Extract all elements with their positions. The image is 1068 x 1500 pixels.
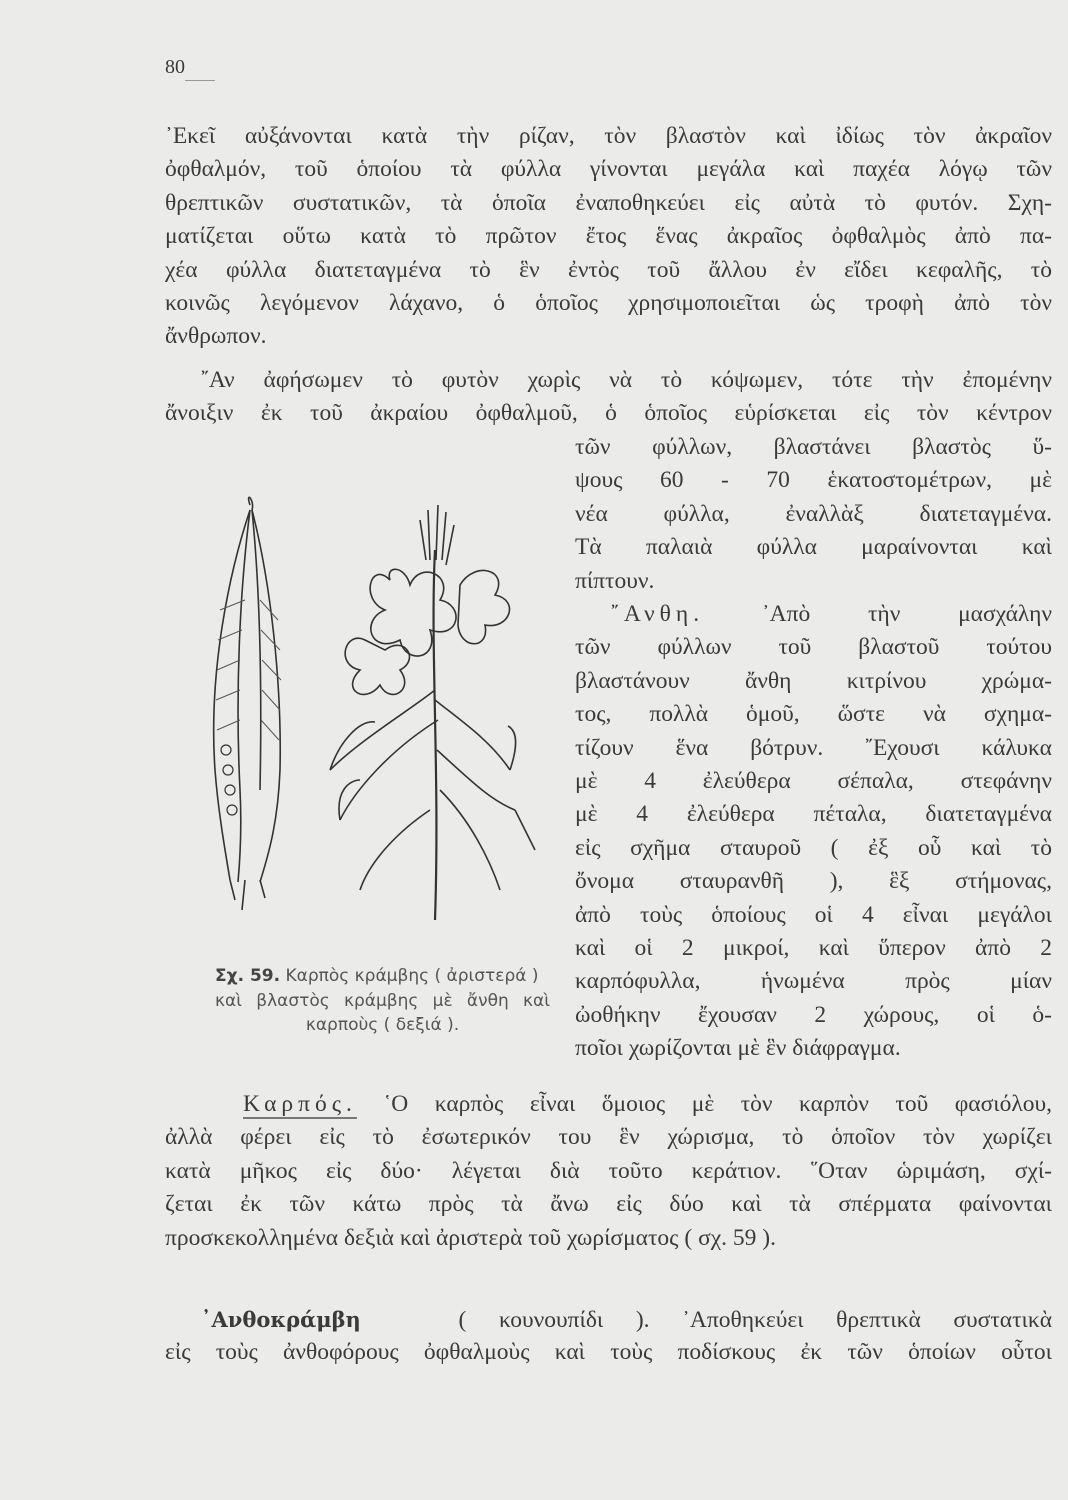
paragraph-cauliflower (165, 1303, 1052, 1370)
paragraph-line: καρπόφυλλα, ἡνωμένα πρὸς μίαν (575, 968, 1052, 995)
paragraph-line: ψους 60 - 70 ἑκατοστομέτρων, μὲ (575, 467, 1052, 494)
paragraph-flowers (575, 598, 1052, 1065)
line-text: ( κουνουπίδι ). ᾽Αποθηκεύει θρεπτικὰ συστατικὰ (458, 1307, 1053, 1333)
paragraph-line: ὠοθήκην ἔχουσαν 2 χώρους, οἱ ὁ- (575, 1001, 1052, 1028)
paragraph-line: τῶν φύλλων, βλαστάνει βλαστὸς ὕ- (575, 434, 1052, 460)
paragraph-line: προσκεκολλημένα δεξιὰ καὶ ἀριστερὰ τοῦ χωρίσματος ( σχ. 59 ). (165, 1224, 776, 1251)
paragraph-line (575, 598, 1052, 631)
paragraph-line: Τὰ παλαιὰ φύλλα μαραίνονται καὶ (575, 534, 1052, 561)
section-heading-cauliflower: ᾽Ανθοκράμβη (201, 1307, 361, 1332)
paragraph-line: ματίζεται οὕτω κατὰ τὸ πρῶτον ἔτος ἕνας ἀκραῖος ὀφθαλμὸς ἀπὸ πα- (165, 223, 1052, 250)
paragraph-line: ἄνθρωπον. (165, 323, 267, 350)
paragraph-line: ῎Αν ἀφήσωμεν τὸ φυτὸν χωρὶς νὰ τὸ κόψωμεν, τότε τὴν ἐπομένην (201, 367, 1052, 393)
paragraph-line: τῶν φύλλων τοῦ βλαστοῦ τούτου (575, 634, 1052, 661)
section-heading-fruit: Καρπός. (243, 1091, 357, 1117)
paragraph-line (165, 1088, 1052, 1121)
line-text: ᾽Απὸ τὴν μασχάλην (761, 601, 1052, 627)
caption-line: καρποὺς ( δεξιά ). (305, 1015, 460, 1035)
paragraph-cabbage-head (165, 120, 1052, 354)
paragraph-shoot-growth-continued (575, 431, 1052, 598)
page-number-rule (185, 80, 215, 81)
paragraph-line: χέα φύλλα διατεταγμένα τὸ ἓν ἐντὸς τοῦ ἄλλου ἐν εἴδει κεφαλῆς, τὸ (165, 256, 1052, 283)
paragraph-line: ζεται ἐκ τῶν κάτω πρὸς τὰ ἄνω εἰς δύο καὶ τὰ σπέρματα φαίνονται (165, 1191, 1052, 1218)
paragraph-line (165, 1303, 1052, 1336)
paragraph-line: ἀπὸ τοὺς ὁποίους οἱ 4 εἶναι μεγάλοι (575, 901, 1052, 928)
paragraph-line: ὀφθαλμόν, τοῦ ὁποίου τὰ φύλλα γίνονται μεγάλα καὶ παχέα λόγῳ τῶν (165, 156, 1052, 183)
paragraph-line: ἄνοιξιν ἐκ τοῦ ἀκραίου ὀφθαλμοῦ, ὁ ὁποῖος εὑρίσκεται εἰς τὸν κέντρον (165, 400, 1052, 427)
caption-line (215, 964, 550, 989)
paragraph-line: θρεπτικῶν συστατικῶν, τὰ ὁποῖα ἐναποθηκεύει εἰς αὐτὰ τὸ φυτόν. Σχη- (165, 189, 1052, 216)
paragraph-line: μὲ 4 ἐλεύθερα σέπαλα, στεφάνην (575, 767, 1052, 794)
line-text: ῾Ο καρπὸς εἶναι ὅμοιος μὲ τὸν καρπὸν τοῦ φασιόλου, (383, 1091, 1053, 1117)
paragraph-line: εἰς τοὺς ἀνθοφόρους ὀφθαλμοὺς καὶ τοὺς ποδίσκους ἐκ τῶν ὁποίων οὗτοι (165, 1339, 1052, 1366)
cabbage-pod-drawing (214, 497, 281, 910)
caption-line: καὶ βλαστὸς κράμβης μὲ ἄνθη καὶ (215, 990, 550, 1011)
caption-text: Καρπὸς κράμβης ( ἀριστερά ) (285, 966, 539, 986)
paragraph-line: μὲ 4 ἐλεύθερα πέταλα, διατεταγμένα (575, 801, 1052, 828)
page-number: 80 (165, 56, 185, 78)
paragraph-line: ᾽Εκεῖ αὐξάνονται κατὰ τὴν ρίζαν, τὸν βλαστὸν καὶ ἰδίως τὸν ἀκραῖον (165, 123, 1052, 149)
paragraph-line: κοινῶς λεγόμενον λάχανο, ὁ ὁποῖος χρησιμοποιεῖται ὡς τροφὴ ἀπὸ τὸν (165, 289, 1052, 316)
figure-caption (215, 964, 550, 1038)
paragraph-line: βλαστάνουν ἄνθη κιτρίνου χρώμα- (575, 667, 1052, 694)
paragraph-line: εἰς σχῆμα σταυροῦ ( ἐξ οὗ καὶ τὸ (575, 834, 1052, 861)
paragraph-line: νέα φύλλα, ἐναλλὰξ διατεταγμένα. (575, 500, 1052, 527)
section-heading-flowers: ῎Ανθη. (611, 601, 705, 627)
paragraph-line: τίζουν ἕνα βότρυν. ῎Εχουσι κάλυκα (575, 734, 1052, 761)
flowering-shoot-drawing (330, 505, 535, 920)
paragraph-line: ὄνομα σταυρανθῆ ), ἓξ στήμονας, (575, 868, 1052, 895)
cabbage-illustration (190, 490, 550, 930)
paragraph-line: τος, πολλὰ ὁμοῦ, ὥστε νὰ σχημα- (575, 701, 1052, 728)
paragraph-line: ἀλλὰ φέρει εἰς τὸ ἐσωτερικόν του ἓν χώρισμα, τὸ ὁποῖον τὸν χωρίζει (165, 1124, 1052, 1151)
figure-label: Σχ. 59. (215, 966, 281, 986)
paragraph-shoot-growth (165, 364, 1052, 431)
paragraph-line: ποῖοι χωρίζονται μὲ ἓν διάφραγμα. (575, 1035, 901, 1062)
paragraph-line: πίπτουν. (575, 567, 655, 594)
paragraph-fruit (165, 1088, 1052, 1255)
paragraph-line: καὶ οἱ 2 μικροί, καὶ ὕπερον ἀπὸ 2 (575, 934, 1052, 961)
paragraph-line: κατὰ μῆκος εἰς δύο· λέγεται διὰ τοῦτο κεράτιον. ῞Οταν ὡριμάση, σχί- (165, 1157, 1052, 1184)
